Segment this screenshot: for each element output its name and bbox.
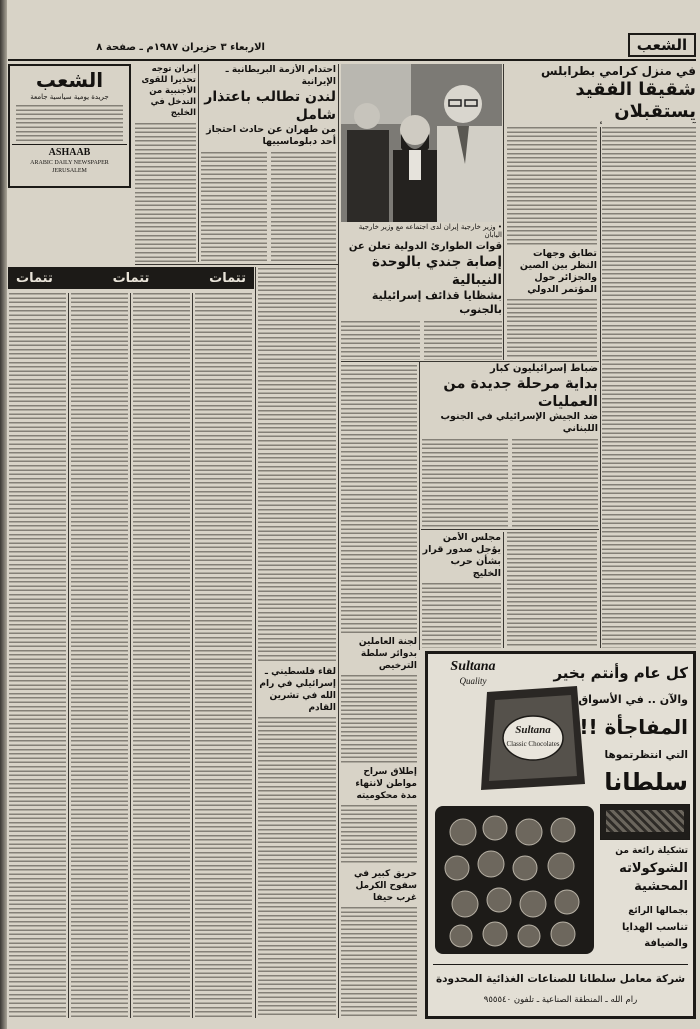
column-rule [503,64,504,360]
header-rule [8,59,696,61]
ad-now-in-market: والآن .. في الأسواق [578,693,688,706]
article-london [201,64,336,262]
article-subhead: من طهران عن حادث احتجاز أحد دبلوماسييها [206,124,336,147]
chocolate-tray-image [433,802,596,958]
ad-greeting: كل عام وأنتم بخير [553,664,688,682]
article-headline: تطابق وجهات النظر بين الصين والجزائر حول المؤتمر الدولي [519,248,597,295]
ad-awaited: التي انتظرتموها [604,749,688,761]
ad-suits: تناسب الهدايا والضيافة [622,922,688,949]
news-column-a [258,268,336,1018]
article-kicker: ضباط إسرائيليون كبار [490,363,598,374]
article-headline: شقيقا الفقيد يستقبلان [575,79,696,122]
body-text [424,321,503,360]
ad-brand-en: Sultana [450,659,496,674]
column-rule [255,267,256,1018]
ad-company: شركة معامل سلطانا للصناعات الغذائية المحدودة [435,973,686,985]
body-columns [201,152,336,262]
masthead-english-city: JERUSALEM [52,168,87,174]
ad-brand-ar: سلطانا [604,768,688,796]
section-rule [341,361,599,362]
body-text [341,321,420,360]
ad-quality: Quality [459,676,487,686]
brief-headline-ramallah: لقاء فلسطيني ـ إسرائيلي في رام الله في تشرين القادم [259,667,336,713]
date-line: الاربعاء ٣ حزيران ١٩٨٧م ـ صفحة ٨ [96,42,265,53]
article-headline: مجلس الأمن يؤجل صدور قرار بشأن حرب الخليج [422,532,501,579]
body-text [201,152,267,262]
column-rule [503,532,504,648]
body-text [258,268,336,663]
masthead-english-box [12,144,127,175]
article-china-algeria [507,248,597,359]
news-photo-image [341,64,502,222]
brief-headline-licensing: لجنة العاملين بدوائر سلطة الترخيص [358,637,417,671]
body-text [507,127,597,245]
continuations-label: تتمات [209,270,246,286]
body-text [507,532,597,648]
article-israeli-officers [422,363,598,528]
masthead-staff-lines [16,105,123,141]
box-label-text: Classic Chocolates [506,740,560,748]
body-text [341,675,417,763]
article-kicker: قوات الطوارئ الدولية تعلن عن [348,241,502,252]
section-rule [421,529,599,530]
article-kicker: في منزل كرامي بطرابلس [540,64,696,78]
column-rule [338,64,339,1018]
box-brand-text: Sultana [515,724,551,736]
body-text [512,439,598,528]
chocolate-tray-svg [433,802,596,958]
scan-binding-edge [0,0,7,1029]
body-text [341,365,417,633]
ad-product: الشوكولاته المحشية [619,861,688,894]
chocolate-box-image [473,684,591,792]
body-text [602,127,696,648]
body-text [422,439,508,528]
brief-headline-release: إطلاق سراح مواطن لانتهاء مدة محكوميته [355,767,417,801]
continuations-label: تتمات [112,270,150,286]
article-subhead: ضد الجيش الإسرائيلي في الجنوب اللبناني [440,411,598,434]
section-rule [135,264,338,265]
article-iran-warning [135,64,196,262]
article-subhead: بشظايا قذائف إسرائيلية بالجنوب [371,289,502,316]
body-columns [341,321,502,360]
ad-assortment: تشكيلة رائعة من [615,846,688,856]
photo-caption: • وزير خارجية إيران لدى اجتماعه مع وزير خارجية اليابان [358,223,502,239]
column-rule [192,293,193,1018]
article-headline: بداية مرحلة جديدة من العمليات [443,376,598,410]
gift-box-image [600,804,690,840]
article-subhead [505,123,696,124]
continuations-label: تتمات [16,270,53,286]
article-karami-header [505,64,696,124]
article-headline: إصابة جندي بالوحدة النيبالية [372,254,502,288]
continuations-column [71,293,128,1018]
masthead-english-name: ASHAAB [48,147,91,158]
article-headline: لندن تطالب باعتذار شامل [204,89,336,123]
body-text [135,123,196,262]
masthead-tagline: جريدة يومية سياسية جامعة [30,93,109,101]
column-rule [68,293,69,1018]
article-security-council [422,532,501,648]
ad-address: رام الله ـ المنطقة الصناعية ـ تلفون ٩٥٥٥٤٠ [483,995,638,1005]
masthead-box [8,64,131,188]
article-unifil [341,241,502,360]
column-rule [130,293,131,1018]
masthead-logo: الشعب [35,68,104,92]
body-text [341,907,417,1018]
article-headline: إيران توجه تحذيرا للقوى الأجنبية من التدخل في الخليج [141,64,196,118]
body-text [507,299,597,359]
continuations-column [9,293,66,1018]
sultana-advertisement [425,651,696,1019]
ad-beauty: بجمالها الرائع [628,906,688,916]
column-rule [198,64,199,262]
body-text [422,583,501,648]
news-photo [341,64,502,222]
brief-headline-carmel-fire: حريق كبير في سفوح الكرمل غرب حيفا [353,869,417,903]
body-columns [422,439,598,528]
masthead-english-tagline: ARABIC DAILY NEWSPAPER [30,160,109,166]
body-text [258,717,336,1018]
body-text [271,152,337,262]
news-column-b [341,365,417,1018]
gift-box-lid [606,810,684,832]
column-rule [419,362,420,650]
continuations-column [133,293,190,1018]
column-rule [600,127,601,648]
continuations-header [8,267,254,289]
ad-footer-rule [433,964,688,965]
page-logo: الشعب [628,33,696,57]
continuations-column [195,293,252,1018]
ad-surprise: المفاجأة !! [579,715,688,739]
article-kicker: احتدام الأزمة البريطانية ـ الإيرانية [225,65,336,87]
body-text [341,805,417,865]
chocolate-box-svg [473,684,591,792]
